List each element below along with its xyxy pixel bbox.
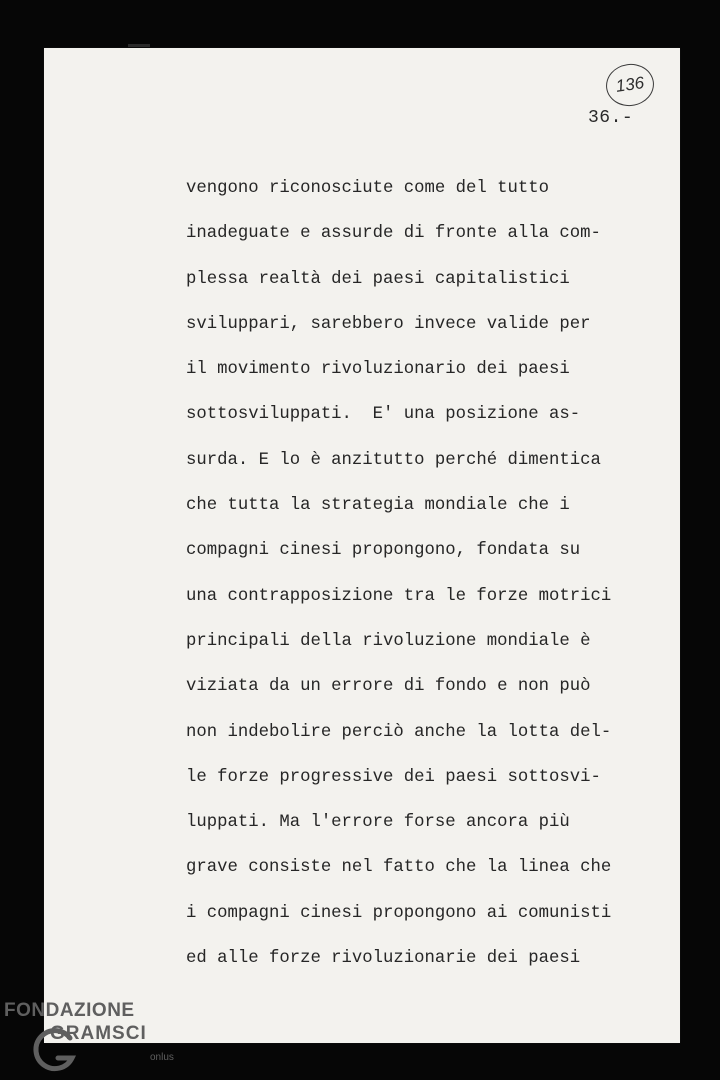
watermark-line-2: GRAMSCI — [50, 1023, 147, 1044]
page-number: 36.- — [588, 108, 634, 128]
text-line: i compagni cinesi propongono ai comunisti — [186, 903, 612, 923]
text-line: compagni cinesi propongono, fondata su — [186, 541, 581, 561]
text-line: sottosviluppati. E' una posizione as- — [186, 405, 581, 425]
text-line: viziata da un errore di fondo e non può — [186, 677, 591, 697]
text-line: luppati. Ma l'errore forse ancora più — [186, 813, 570, 833]
text-line: una contrapposizione tra le forze motrici — [186, 586, 612, 606]
text-line: grave consiste nel fatto che la linea che — [186, 858, 612, 878]
text-line: non indebolire perciò anche la lotta del- — [186, 722, 612, 742]
text-line: che tutta la strategia mondiale che i — [186, 496, 570, 516]
body-text — [186, 174, 676, 989]
text-line: le forze progressive dei paesi sottosvi- — [186, 767, 601, 787]
text-line: surda. E lo è anzitutto perché dimentica — [186, 450, 601, 470]
text-line: principali della rivoluzione mondiale è — [186, 631, 591, 651]
watermark-suffix: onlus — [150, 1052, 174, 1063]
foundation-watermark — [4, 1000, 204, 1080]
text-line: vengono riconosciute come del tutto — [186, 179, 549, 198]
scan-speck — [128, 44, 150, 47]
text-line: plessa realtà dei paesi capitalistici — [186, 269, 570, 289]
text-line: inadeguate e assurde di fronte alla com- — [186, 224, 601, 244]
text-line: sviluppari, sarebbero invece valide per — [186, 314, 591, 334]
archive-number: 136 — [614, 73, 646, 96]
watermark-line-1: FONDAZIONE — [4, 1000, 135, 1021]
text-line: ed alle forze rivoluzionarie dei paesi — [186, 949, 581, 969]
text-line: il movimento rivoluzionario dei paesi — [186, 360, 570, 380]
